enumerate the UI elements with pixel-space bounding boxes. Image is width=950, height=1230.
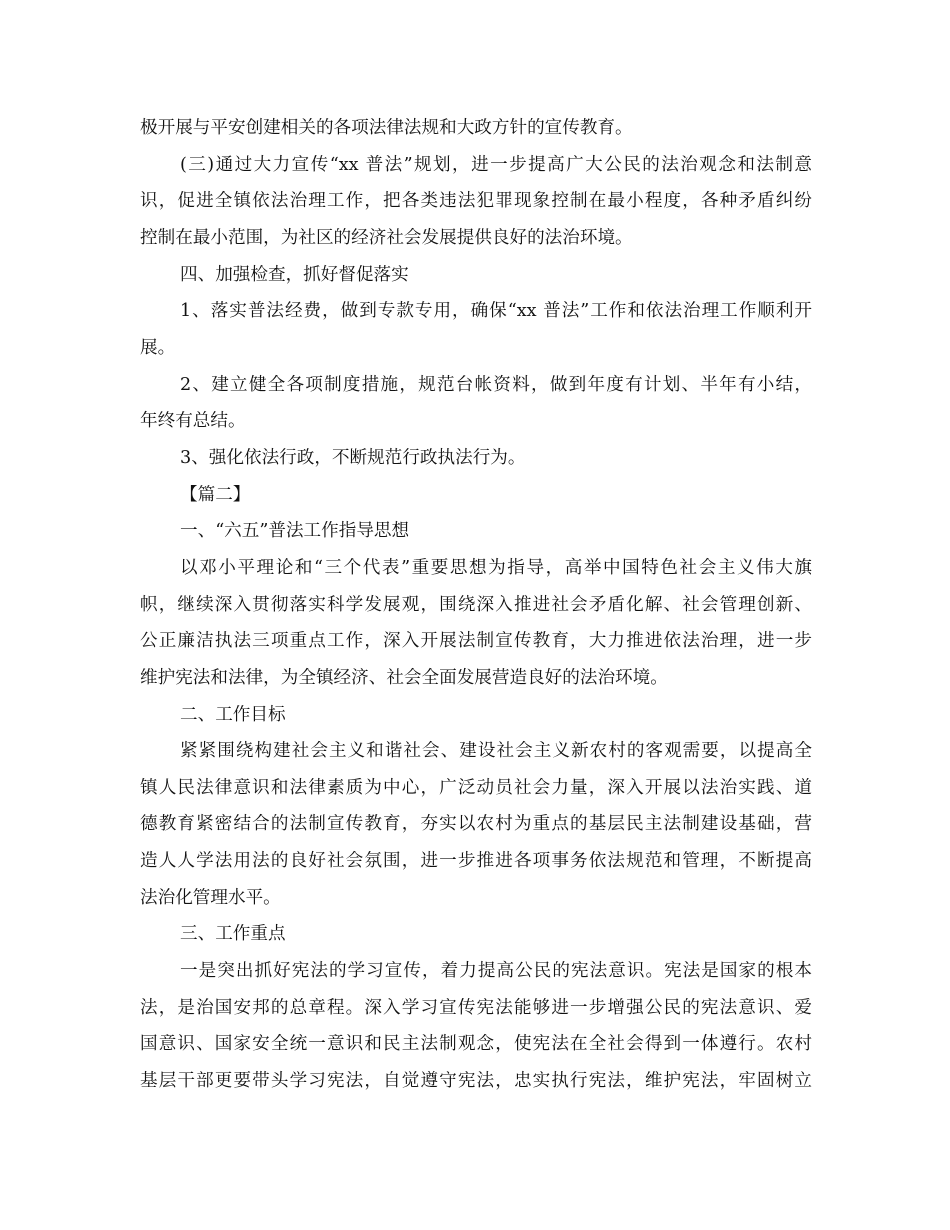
text-line: 四、加强检查，抓好督促落实 [180, 264, 409, 285]
text-line: 紧紧围绕构建社会主义和谐社会、建设社会主义新农村的客观需要，以提高全 [180, 741, 812, 762]
text-line: 国意识、国家安全统一意识和民主法制观念，使宪法在全社会得到一体遵行。农村 [140, 1034, 812, 1055]
list-item [140, 293, 812, 366]
text-line: 公正廉洁执法三项重点工作，深入开展法制宣传教育，大力推进依法治理，进一步 [140, 631, 812, 652]
section-heading [140, 916, 812, 953]
part-heading [140, 477, 812, 514]
text-line: 基层干部更要带头学习宪法，自觉遵守宪法，忠实执行宪法，维护宪法，牢固树立 [140, 1071, 812, 1092]
text-line: 帜，继续深入贯彻落实科学发展观，围绕深入推进社会矛盾化解、社会管理创新、 [140, 594, 812, 615]
text-line: 展。 [140, 337, 176, 358]
text-line: 三、工作重点 [180, 924, 286, 945]
paragraph [140, 550, 812, 697]
text-line: 维护宪法和法律，为全镇经济、社会全面发展营造良好的法治环境。 [140, 667, 668, 688]
text-line: 法，是治国安邦的总章程。深入学习宣传宪法能够进一步增强公民的宪法意识、爱 [140, 997, 812, 1018]
paragraph-continued [140, 110, 812, 147]
text-line: 镇人民法律意识和法律素质为中心，广泛动员社会力量，深入开展以法治实践、道 [140, 777, 812, 798]
paragraph [140, 953, 812, 1100]
list-item [140, 440, 812, 477]
paragraph [140, 733, 812, 916]
text-line: 识，促进全镇依法治理工作，把各类违法犯罪现象控制在最小程度，各种矛盾纠纷 [140, 191, 812, 212]
text-line: 二、工作目标 [180, 704, 286, 725]
section-heading [140, 513, 812, 550]
text-line: 3、强化依法行政，不断规范行政执法行为。 [180, 447, 526, 468]
document-body [140, 110, 812, 1100]
text-line: 1、落实普法经费，做到专款专用，确保“xx 普法”工作和依法治理工作顺利开 [180, 301, 812, 322]
text-line: 控制在最小范围，为社区的经济社会发展提供良好的法治环境。 [140, 227, 633, 248]
section-heading [140, 257, 812, 294]
text-line: 造人人学法用法的良好社会氛围，进一步推进各项事务依法规范和管理，不断提高 [140, 851, 812, 872]
section-heading [140, 697, 812, 734]
text-line: 一是突出抓好宪法的学习宣传，着力提高公民的宪法意识。宪法是国家的根本 [180, 961, 812, 982]
text-line: 年终有总结。 [140, 411, 246, 432]
text-line: 2、建立健全各项制度措施，规范台帐资料，做到年度有计划、半年有小结， [180, 374, 812, 395]
paragraph [140, 147, 812, 257]
text-line: 法治化管理水平。 [140, 887, 281, 908]
text-line: 一、“六五”普法工作指导思想 [180, 521, 410, 542]
list-item [140, 367, 812, 440]
text-line: 极开展与平安创建相关的各项法律法规和大政方针的宣传教育。 [140, 118, 633, 138]
text-line: (三)通过大力宣传“xx 普法”规划，进一步提高广大公民的法治观念和法制意 [180, 154, 812, 175]
text-line: 以邓小平理论和“三个代表”重要思想为指导，高举中国特色社会主义伟大旗 [180, 557, 812, 578]
text-line: 【篇二】 [180, 484, 251, 505]
text-line: 德教育紧密结合的法制宣传教育，夯实以农村为重点的基层民主法制建设基础，营 [140, 814, 812, 835]
